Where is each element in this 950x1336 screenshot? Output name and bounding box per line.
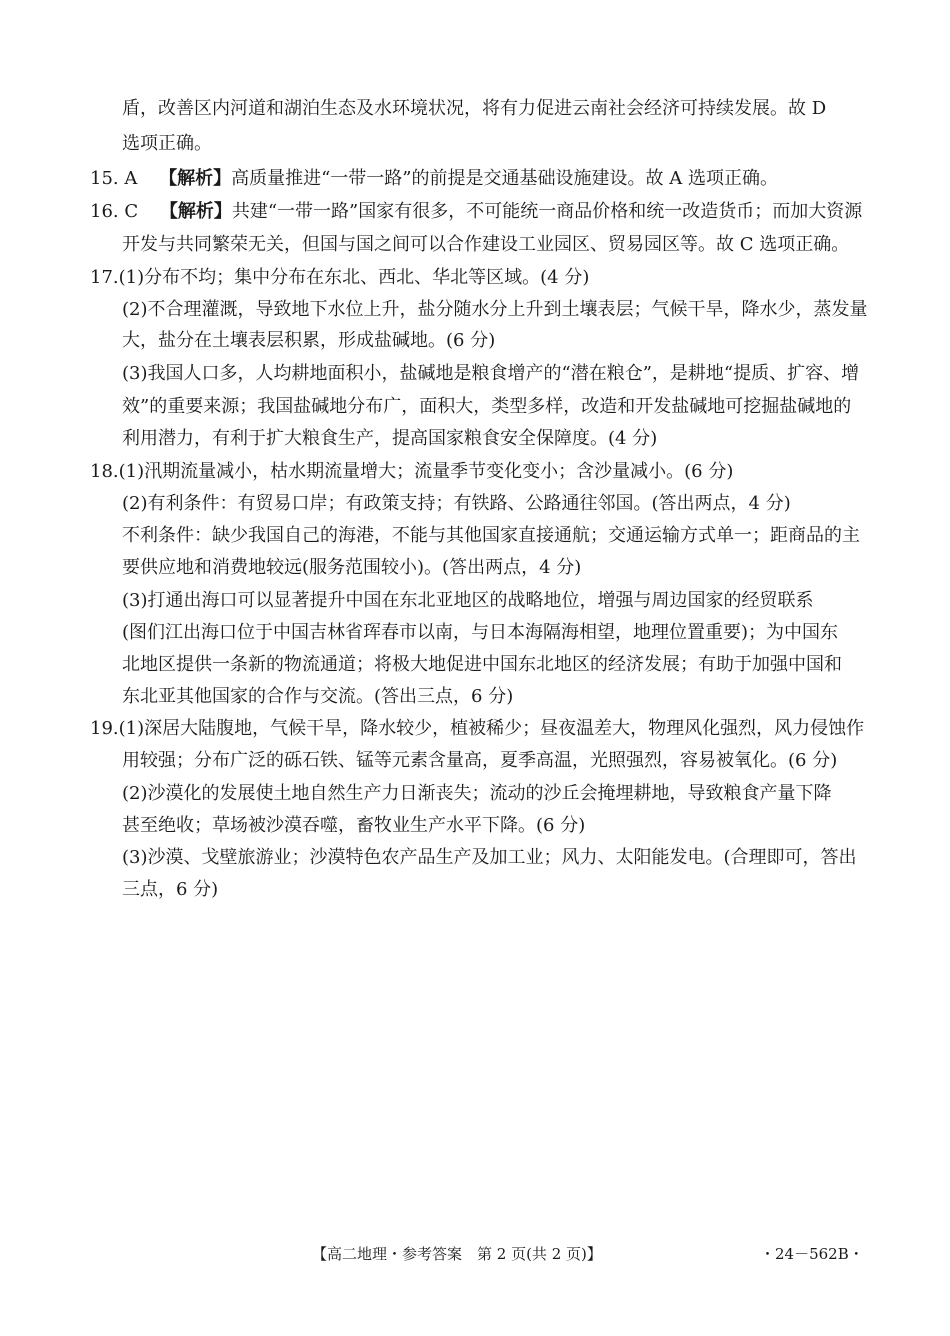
q19-part3-line-2: 三点，6 分) bbox=[122, 879, 219, 900]
q18-part3-line-4: 东北亚其他国家的合作与交流。(答出三点，6 分) bbox=[122, 686, 514, 707]
q18-part2-line-2: 不利条件：缺少我国自己的海港，不能与其他国家直接通航；交通运输方式单一；距商品的主 bbox=[122, 525, 860, 546]
q19-part1-text: (1)深居大陆腹地，气候干旱，降水较少，植被稀少；昼夜温差大，物理风化强烈，风力侵蚀作 bbox=[118, 718, 865, 739]
q17-part3-line-2: 效”的重要来源；我国盐碱地分布广，面积大，类型多样，改造和开发盐碱地可挖掘盐碱地的 bbox=[122, 396, 852, 417]
q19-part2-line-2: 甚至绝收；草场被沙漠吞噬，畜牧业生产水平下降。(6 分) bbox=[122, 815, 586, 836]
q18-part3-line-3: 北地区提供一条新的物流通道；将极大地促进中国东北地区的经济发展；有助于加强中国和 bbox=[122, 654, 842, 675]
q17-part3-line-3: 利用潜力，有利于扩大粮食生产，提高国家粮食安全保障度。(4 分) bbox=[122, 428, 658, 449]
q17-part3-line-1: (3)我国人口多，人均耕地面积小，盐碱地是粮食增产的“潜在粮仓”，是耕地“提质、扩容、增 bbox=[122, 363, 860, 384]
q17-number: 17. bbox=[90, 267, 119, 288]
q17-part2-line-2: 大，盐分在土壤表层积累，形成盐碱地。(6 分) bbox=[122, 330, 496, 351]
q14-continuation-line-1: 盾，改善区内河道和湖泊生态及水环境状况，将有力促进云南社会经济可持续发展。故 D bbox=[122, 98, 827, 119]
q14-continuation-line-2: 选项正确。 bbox=[122, 133, 212, 154]
q19-part1-line-2: 用较强；分布广泛的砾石铁、锰等元素含量高，夏季高温，光照强烈，容易被氧化。(6 分) bbox=[122, 750, 838, 771]
q15-analysis-label: 【解析】 bbox=[159, 168, 232, 189]
q19-number: 19. bbox=[90, 718, 119, 739]
q18-part2-line-3: 要供应地和消费地较远(服务范围较小)。(答出两点，4 分) bbox=[122, 557, 582, 578]
q18-part1-text: (1)汛期流量减小，枯水期流量增大；流量季节变化变小；含沙量减小。(6 分) bbox=[118, 461, 734, 482]
q17-part1 bbox=[90, 267, 589, 289]
q18-part3-line-1: (3)打通出海口可以显著提升中国在东北亚地区的战略地位，增强与周边国家的经贸联系 bbox=[122, 590, 814, 611]
q15-analysis-text: 高质量推进“一带一路”的前提是交通基础设施建设。故 A 选项正确。 bbox=[231, 168, 778, 189]
q16-analysis-label: 【解析】 bbox=[159, 201, 232, 222]
q16-answer-line-2: 开发与共同繁荣无关，但国与国之间可以合作建设工业园区、贸易园区等。故 C 选项正确。 bbox=[122, 234, 850, 255]
footer-title: 【高二地理・参考答案 第 2 页(共 2 页)】 bbox=[312, 1245, 602, 1263]
q17-part1-text: (1)分布不均；集中分布在东北、西北、华北等区域。(4 分) bbox=[118, 267, 590, 288]
q16-answer-line-1 bbox=[90, 201, 862, 223]
q16-number: 16. C bbox=[90, 201, 139, 222]
q19-part1-line-1 bbox=[90, 718, 864, 740]
q15-number: 15. A bbox=[90, 168, 138, 189]
q17-part2-line-1: (2)不合理灌溉，导致地下水位上升，盐分随水分上升到土壤表层；气候干旱，降水少，蒸发量 bbox=[122, 299, 868, 320]
q18-part2-line-1: (2)有利条件：有贸易口岸；有政策支持；有铁路、公路通往邻国。(答出两点，4 分) bbox=[122, 493, 791, 514]
q18-part1 bbox=[90, 461, 733, 483]
q19-part2-line-1: (2)沙漠化的发展使土地自然生产力日渐丧失；流动的沙丘会掩埋耕地，导致粮食产量下降 bbox=[122, 783, 832, 804]
q15-answer bbox=[90, 168, 778, 190]
q16-analysis-text: 共建“一带一路”国家有很多，不可能统一商品价格和统一改造货币；而加大资源 bbox=[231, 201, 863, 222]
footer-code: ・24－562B・ bbox=[760, 1245, 864, 1263]
q18-number: 18. bbox=[90, 461, 119, 482]
q18-part3-line-2: (图们江出海口位于中国吉林省珲春市以南，与日本海隔海相望，地理位置重要)；为中国东 bbox=[122, 622, 839, 643]
q19-part3-line-1: (3)沙漠、戈壁旅游业；沙漠特色农产品生产及加工业；风力、太阳能发电。(合理即可，答出 bbox=[122, 847, 857, 868]
